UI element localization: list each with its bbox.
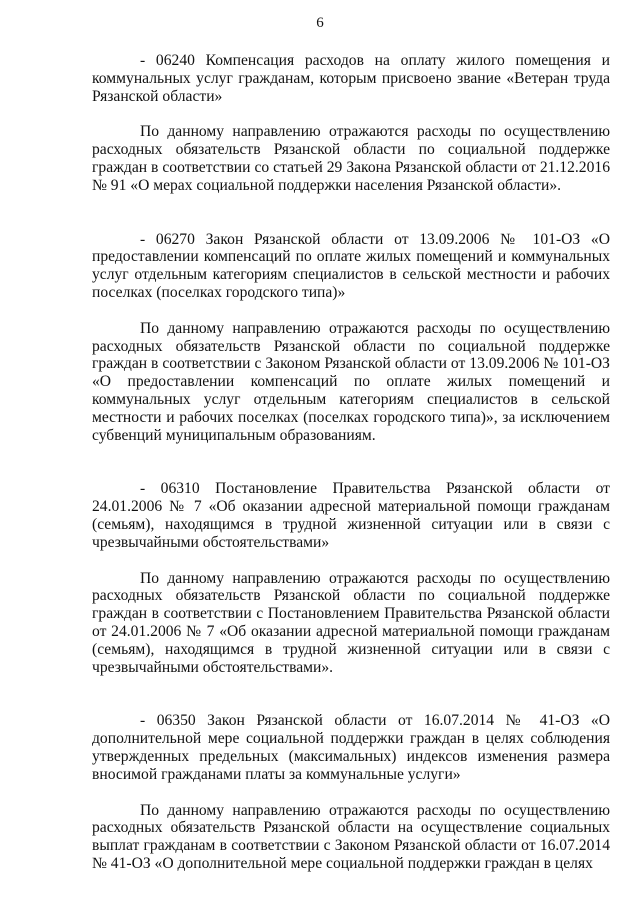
document-body [92,52,610,873]
section-heading: - 06350 Закон Рязанской области от 16.07.2014 № 41-ОЗ «О дополнительной мере социальной поддержки граждан в целях соблюдения утвержденных предельных (максимальных) индексов изменения размера вносимой гражданами платы за коммунальные услуги» [92,712,610,783]
section-body: По данному направлению отражаются расходы по осуществлению расходных обязательств Рязанской области на осуществление социальных выплат гражданам в соответствии с Законом Рязанской области от 16.07.2014 № 41-ОЗ «О дополнительной мере социальной поддержки граждан в целях [92,801,610,872]
section-heading: - 06310 Постановление Правительства Рязанской области от 24.01.2006 № 7 «Об оказании адресной материальной помощи гражданам (семьям), находящимся в трудной жизненной ситуации или в связи с чрезвычайными обстоятельствами» [92,480,610,551]
section-body: По данному направлению отражаются расходы по осуществлению расходных обязательств Рязанской области по социальной поддержке граждан в соответствии с Постановлением Правительства Рязанской области от 24.01.2006 № 7 «Об оказании адресной материальной помощи гражданам (семьям), находящимся в трудной жизненной ситуации или в связи с чрезвычайными обстоятельствами». [92,569,610,676]
section-06270 [92,231,610,445]
section-heading: - 06270 Закон Рязанской области от 13.09.2006 № 101-ОЗ «О предоставлении компенсаций по оплате жилых помещений и коммунальных услуг отдельным категориям специалистов в сельской местности и рабочих поселках (поселках городского типа)» [92,230,610,301]
section-heading: - 06240 Компенсация расходов на оплату жилого помещения и коммунальных услуг гражданам, которым присвоено звание «Ветеран труда Рязанской области» [92,52,610,105]
section-06350 [92,712,610,872]
section-body: По данному направлению отражаются расходы по осуществлению расходных обязательств Рязанской области по социальной поддержке граждан в соответствии со статьей 29 Закона Рязанской области от 21.12.2016 № 91 «О мерах социальной поддержки населения Рязанской области». [92,123,610,194]
section-body: По данному направлению отражаются расходы по осуществлению расходных обязательств Рязанской области по социальной поддержке граждан в соответствии с Законом Рязанской области от 13.09.2006 № 101-ОЗ «О предоставлении компенсаций по оплате жилых помещений и коммунальных услуг отдельным категориям специалистов в сельской местности и рабочих поселках (поселках городского типа)», за исключением субвенций муниципальным образованиям. [92,319,610,444]
page-number: 6 [316,15,324,31]
section-06240 [92,52,610,195]
section-06310 [92,480,610,676]
